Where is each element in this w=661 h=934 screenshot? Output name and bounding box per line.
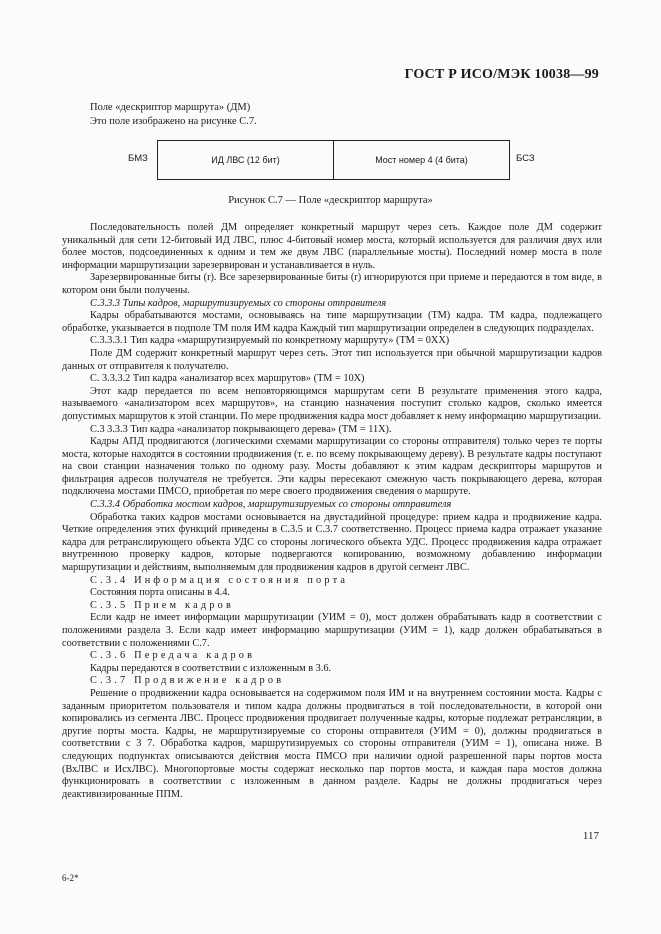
paragraph: Зарезервированные биты (r). Все зарезервированные биты (r) игнорируются при приеме и передаются в том виде, в котором они были получены.	[62, 272, 602, 296]
diagram-right-label: БСЗ	[516, 153, 535, 164]
lan-id-cell: ИД ЛВС (12 бит)	[158, 141, 334, 179]
paragraph: Этот кадр передается по всем неповторяющимся маршрутам сети В результате применения этого кадра, называемого «анализатором всех маршрутов», на станцию назначения поступит столько кадров, сколько имеется допустимых маршрутов к этой станции. По мере продвижения кадра мост добавляет к нему информацию маршрутизации.	[62, 385, 602, 422]
intro-line: Поле «дескриптор маршрута» (ДМ)	[90, 102, 251, 113]
paragraph: С.3.3.4 Обработка мостом кадров, маршрутизируемых со стороны отправителя	[90, 499, 452, 511]
intro-block	[90, 101, 257, 128]
body-text	[62, 222, 602, 801]
paragraph: С.3.5 Прием кадров	[90, 599, 235, 611]
paragraph: Кадры передаются в соответствии с изложенным в 3.6.	[90, 662, 332, 674]
paragraph: Решение о продвижении кадра основывается на содержимом поля ИМ и на внутреннем состоянии моста. Кадры с заданным приоритетом пользователя и типом кадра должны продвигаться в той последовательности, в которой они копировались из сегмента ЛВС. Процесс продвижения продвигает полученные кадры, которые подлежат ретрансляции, в другие порты моста. Кадры, не маршрутизируемые со стороны отправителя (УИМ = 0), должны продвигаться в соответствии с 3 7. Обработка кадров, маршрутизируемых со стороны отправителя (УИМ = 1), описана ниже. В следующих подпунктах описываются действия моста ПМСО при наличии одной разрешенной пары портов моста (ВхЛВС и ИсхЛВС). Многопортовые мосты содержат несколько пар портов моста, и каждая пара мостов должна функционировать в соответствии с изложенным в данном разделе. Кадры не должны продвигаться через деактивизированные ППМ.	[62, 687, 602, 800]
diagram-left-label: БМЗ	[128, 153, 148, 164]
paragraph: С.3 3.3.3 Тип кадра «анализатор покрывающего дерева» (ТМ = 11X).	[90, 423, 392, 435]
paragraph: С.3.7 Продвижение кадров	[90, 675, 285, 687]
paragraph: Обработка таких кадров мостами основывается на двустадийной процедуре: прием кадра и продвижение кадра. Четкие определения этих функций приведены в С.3.5 и С.3.7 соответственно. Процесс приема кадра отражает указание кадра для ретранслирующего объекта УДС со стороны логического объекта УДС. Процесс продвижения кадра отражает внутреннюю проверку кадров, которые подвергаются копированию, возможному добавлению информации маршрутизации и действиям, выполняемым для продвижения кадров в другой сегмент ЛВС.	[62, 511, 602, 574]
route-descriptor-diagram	[128, 140, 540, 180]
intro-line: Это поле изображено на рисунке С.7.	[90, 115, 257, 127]
paragraph: Состояния порта описаны в 4.4.	[90, 587, 230, 599]
paragraph: С. 3.3.3.2 Тип кадра «анализатор всех маршрутов» (ТМ = 10X)	[90, 373, 365, 385]
footer-mark: 6-2*	[62, 873, 79, 883]
descriptor-field-box	[157, 140, 510, 180]
paragraph: Если кадр не имеет информации маршрутизации (УИМ = 0), мост должен обрабатывать кадр в соответствии с положениями раздела 3. Если кадр имеет информацию маршрутизации (УИМ = 1), кадр должен обрабатываться в соответствии с положениями С.7.	[62, 612, 602, 649]
paragraph: Кадры обрабатываются мостами, основываясь на типе маршрутизации (ТМ) кадра. ТМ кадра, подлежащего обработке, указывается в подполе ТМ поля ИМ кадра Каждый тип маршрутизации определен в следующих подразделах.	[62, 310, 602, 334]
paragraph: Последовательность полей ДМ определяет конкретный маршрут через сеть. Каждое поле ДМ содержит уникальный для сети 12-битовый ИД ЛВС, плюс 4-битовый номер моста, который используется для различия двух или более мостов, подсоединенных к одним и тем же двум ЛВС (параллельные мосты). Последний номер моста в поле информации маршрутизации зарезервирован и устанавливается в нуль.	[62, 222, 602, 271]
figure-caption: Рисунок С.7 — Поле «дескриптор маршрута»	[228, 195, 433, 206]
paragraph: С.3.3.3.1 Тип кадра «маршрутизируемый по конкретному маршруту» (ТМ = 0XX)	[90, 335, 450, 347]
page-number: 117	[582, 830, 599, 842]
bridge-number-cell: Мост номер 4 (4 бита)	[375, 155, 468, 165]
paragraph: Кадры АПД продвигаются (логическими схемами маршрутизации со стороны отправителя) только через те порты моста, которые находятся в состоянии продвижения (т. е. по всему покрывающему дереву). В результате кадры поступают на свои станции назначения только по одному разу. Мосты добавляют к этим кадрам дескрипторы маршрутов и фильтрация адресов получателя не требуется. Эти кадры пересекают смежную часть покрывающего дерева, которая подключена мостами ПМСО, приобретая по мере своего продвижения сведения о маршруте.	[62, 436, 602, 498]
paragraph: Поле ДМ содержит конкретный маршрут через сеть. Этот тип используется при обычной маршрутизации кадров данных от отправителя к получателю.	[62, 347, 602, 372]
document-header: ГОСТ Р ИСО/МЭК 10038—99	[404, 67, 599, 82]
paragraph: С.3.4 Информация состояния порта	[90, 574, 349, 586]
paragraph: С.3.6 Передача кадров	[90, 650, 256, 662]
paragraph: С.3.3.3 Типы кадров, маршрутизируемых со стороны отправителя	[90, 297, 387, 309]
